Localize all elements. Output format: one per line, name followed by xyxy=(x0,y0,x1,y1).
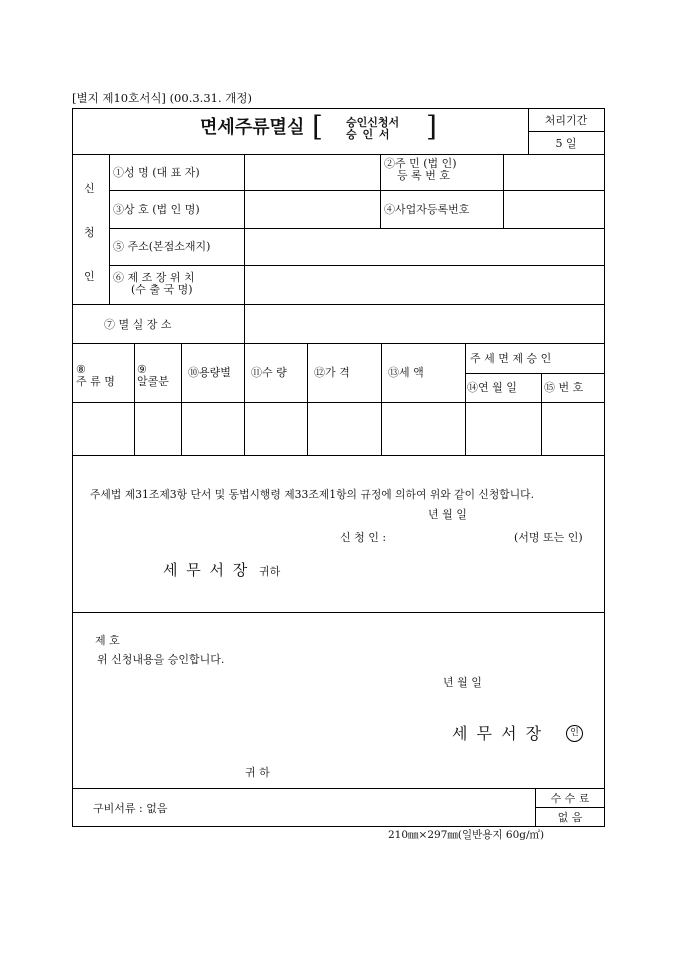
tax-cell[interactable] xyxy=(382,403,465,455)
approval-number-cell[interactable] xyxy=(542,403,604,455)
volume-cell[interactable] xyxy=(182,403,244,455)
required-documents: 구비서류 : 없음 xyxy=(93,802,168,815)
approval-date: 년 월 일 xyxy=(443,676,482,689)
fee-label: 수 수 료 xyxy=(550,792,590,805)
signature-or-seal-note: (서명 또는 인) xyxy=(514,531,583,544)
frame-left xyxy=(72,108,73,827)
applicant-signature-label: 신 청 인 : xyxy=(340,531,387,544)
paper-spec: 210㎜×297㎜(일반용지 60g/㎡) xyxy=(388,829,545,841)
application-statement: 주세법 제31조제3항 단서 및 동법시행령 제33조제1항의 규정에 의하여 위와 같이 신청합니다. xyxy=(90,488,535,501)
processing-period-value: 5 일 xyxy=(555,137,577,150)
company-name-label: ③상 호 (법 인 명) xyxy=(113,203,200,216)
title-bracket-open: [ xyxy=(312,110,323,143)
title-option-approval: 승 인 서 xyxy=(346,128,391,141)
registration-number-label-2: 등 록 번 호 xyxy=(397,169,450,182)
registration-number-label-1: ②주 민 (법 인) xyxy=(384,157,457,170)
loss-location-label: ⑦ 멸 실 장 소 xyxy=(104,318,172,331)
business-number-field[interactable] xyxy=(504,191,603,227)
name-label: ①성 명 (대 표 자) xyxy=(113,166,200,179)
alcohol-cell[interactable] xyxy=(135,403,181,455)
col-alcohol-num: ⑨ xyxy=(137,363,147,376)
name-field[interactable] xyxy=(245,155,379,189)
applicant-label-2: 청 xyxy=(84,226,95,239)
processing-period-label: 처리기간 xyxy=(544,114,588,127)
liquor-name-cell[interactable] xyxy=(73,403,134,455)
approval-number-label: 제 호 xyxy=(95,634,120,647)
frame-right xyxy=(604,108,605,827)
col-tax: ⑬세 액 xyxy=(388,366,424,379)
col-alcohol: 알콜분 xyxy=(137,375,169,388)
company-name-field[interactable] xyxy=(245,191,379,227)
approval-statement: 위 신청내용을 승인합니다. xyxy=(97,653,225,666)
address-field[interactable] xyxy=(245,229,603,264)
factory-location-label-1: ⑥ 제 조 장 위 치 xyxy=(113,271,195,284)
frame-top xyxy=(72,108,605,109)
factory-location-label-2: (수 출 국 명) xyxy=(131,283,193,296)
factory-location-field[interactable] xyxy=(245,266,603,303)
col-price: ⑫가 격 xyxy=(314,366,350,379)
loss-location-field[interactable] xyxy=(245,305,603,343)
title-option-application: 승인신청서 xyxy=(346,116,400,129)
title-bracket-close: ] xyxy=(426,110,437,143)
col-liquor-num: ⑧ xyxy=(76,363,86,376)
fee-value: 없 음 xyxy=(557,811,583,824)
approving-office: 세 무 서 장 xyxy=(452,724,544,743)
addressee-suffix: 귀하 xyxy=(259,565,281,578)
price-cell[interactable] xyxy=(308,403,381,455)
quantity-cell[interactable] xyxy=(245,403,307,455)
title-main: 면세주류멸실 xyxy=(200,117,305,138)
tax-office-head: 세 무 서 장 xyxy=(163,561,250,579)
applicant-label-1: 신 xyxy=(84,182,95,195)
registration-number-field[interactable] xyxy=(504,155,603,189)
approval-date-cell[interactable] xyxy=(466,403,541,455)
applicant-label-3: 인 xyxy=(84,270,95,283)
address-label: ⑤ 주소(본점소재지) xyxy=(113,240,211,253)
business-number-label: ④사업자등록번호 xyxy=(384,203,470,216)
frame-bottom xyxy=(72,826,605,827)
approval-recipient: 귀 하 xyxy=(245,766,270,779)
col-liquor-name: 주 류 명 xyxy=(76,375,115,388)
col-quantity: ⑪수 량 xyxy=(251,366,287,379)
col-approval-number: ⑮ 번 호 xyxy=(544,381,584,394)
application-date: 년 월 일 xyxy=(428,508,467,521)
col-approval-date: ⑭연 월 일 xyxy=(467,381,517,394)
form-reference: [별지 제10호서식] (00.3.31. 개정) xyxy=(72,91,252,105)
col-exemption-approval: 주 세 면 제 승 인 xyxy=(470,352,552,365)
col-volume: ⑩용량별 xyxy=(188,366,231,379)
seal-mark: 인 xyxy=(566,725,583,742)
